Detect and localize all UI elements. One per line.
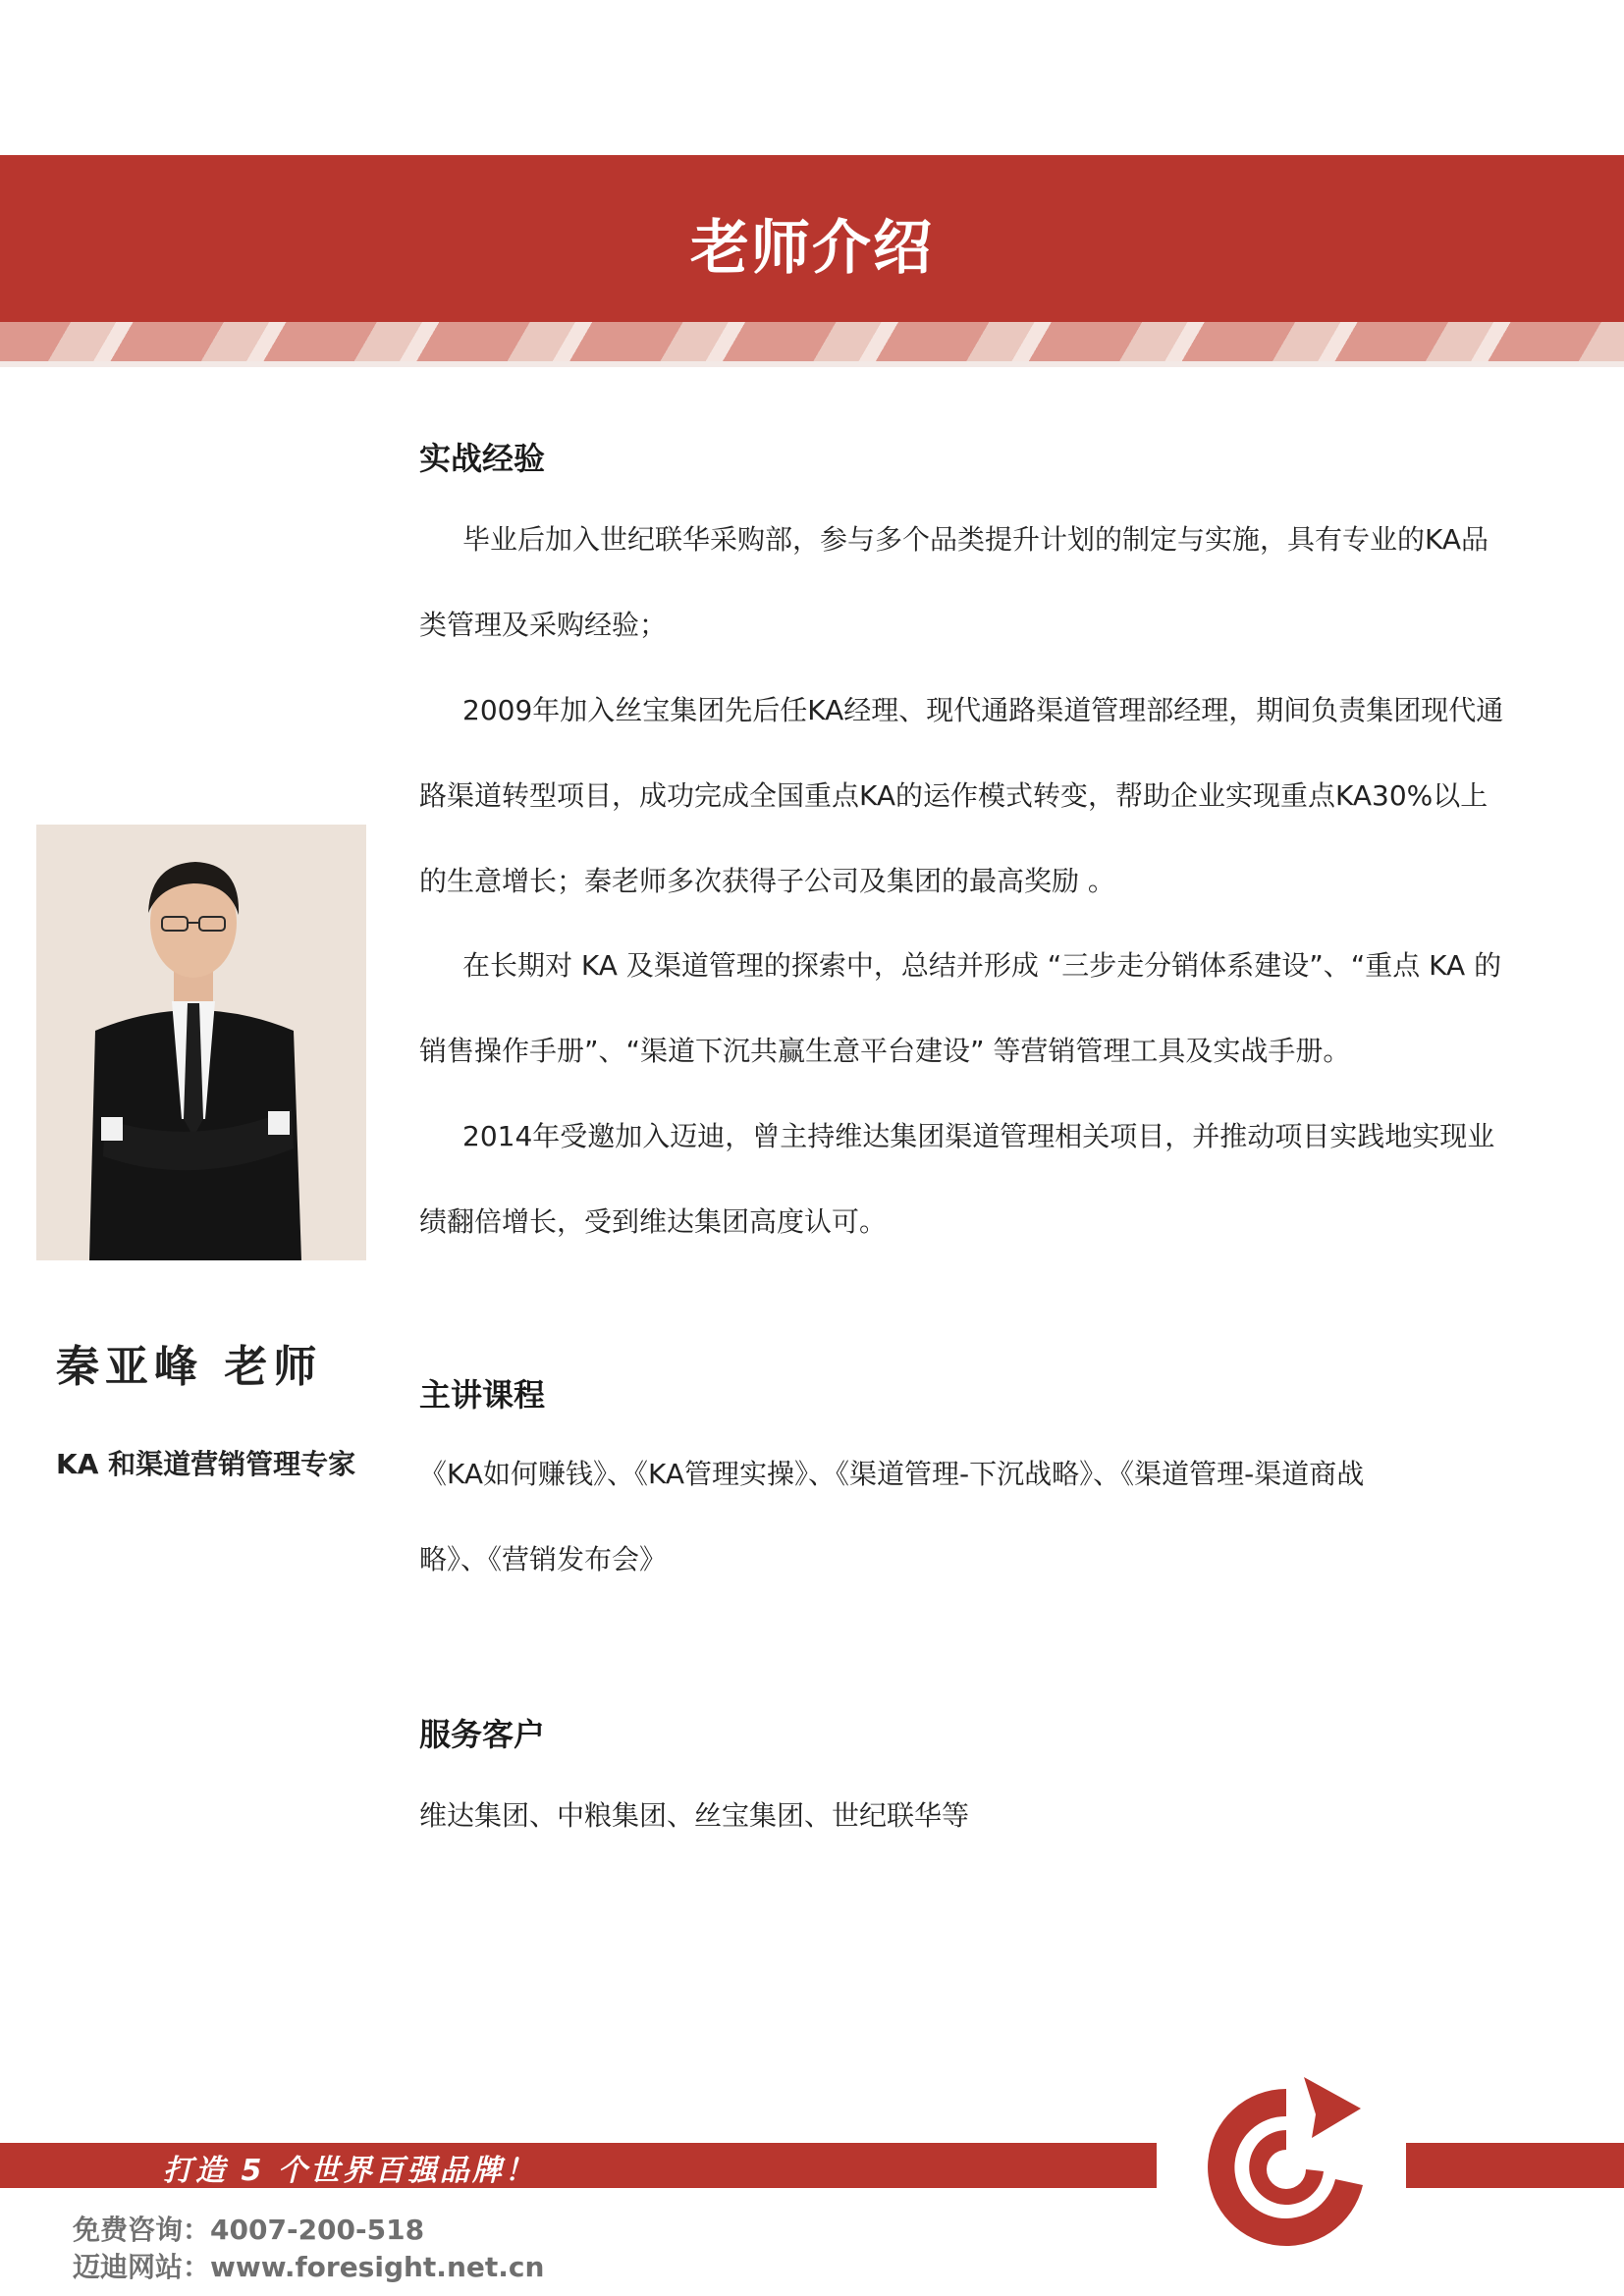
footer-slogan: 打造 5 个世界百强品牌！ [163, 2154, 537, 2188]
experience-heading: 实战经验 [419, 440, 546, 477]
experience-paragraph-2: 2009年加入丝宝集团先后任KA经理、现代通路渠道管理部经理，期间负责集团现代通路渠道转型项目，成功完成全国重点KA的运作模式转变，帮助企业实现重点KA30%以上的生意增长；秦老师多次获得子公司及集团的最高奖励 。 [419, 694, 1504, 897]
experience-paragraph-1: 毕业后加入世纪联华采购部，参与多个品类提升计划的制定与实施，具有专业的KA品类管理及采购经验； [419, 523, 1489, 641]
brand-logo-icon [1188, 2069, 1384, 2266]
hotline-number: 4007-200-518 [210, 2214, 425, 2246]
courses-list: 《KA如何赚钱》、《KA管理实操》、《渠道管理-下沉战略》、《渠道管理-渠道商战略》、《营销发布会》 [419, 1458, 1365, 1575]
teacher-name: 秦亚峰 老师 [56, 1342, 323, 1392]
hotline-line [73, 2209, 424, 2248]
page-title: 老师介绍 [690, 214, 934, 283]
experience-paragraph-3: 在长期对 KA 及渠道管理的探索中，总结并形成 “三步走分销体系建设”、“重点 KA 的销售操作手册”、“渠道下沉共赢生意平台建设” 等营销管理工具及实战手册。 [419, 949, 1502, 1067]
hotline-label: 免费咨询： [73, 2214, 211, 2246]
website-line [73, 2246, 544, 2285]
clients-heading: 服务客户 [419, 1716, 546, 1753]
stripe-divider [0, 361, 1624, 367]
teacher-photo [36, 825, 366, 1260]
website-label: 迈迪网站： [73, 2251, 211, 2283]
website-url[interactable]: www.foresight.net.cn [210, 2251, 545, 2283]
teacher-title: KA 和渠道营销管理专家 [56, 1448, 356, 1480]
footer-banner-right [1406, 2143, 1624, 2188]
courses-heading: 主讲课程 [419, 1376, 546, 1414]
experience-paragraph-4: 2014年受邀加入迈迪，曾主持维达集团渠道管理相关项目，并推动项目实践地实现业绩翻倍增长，受到维达集团高度认可。 [419, 1120, 1495, 1238]
clients-list: 维达集团、中粮集团、丝宝集团、世纪联华等 [419, 1799, 970, 1832]
decorative-stripes [0, 322, 1624, 361]
